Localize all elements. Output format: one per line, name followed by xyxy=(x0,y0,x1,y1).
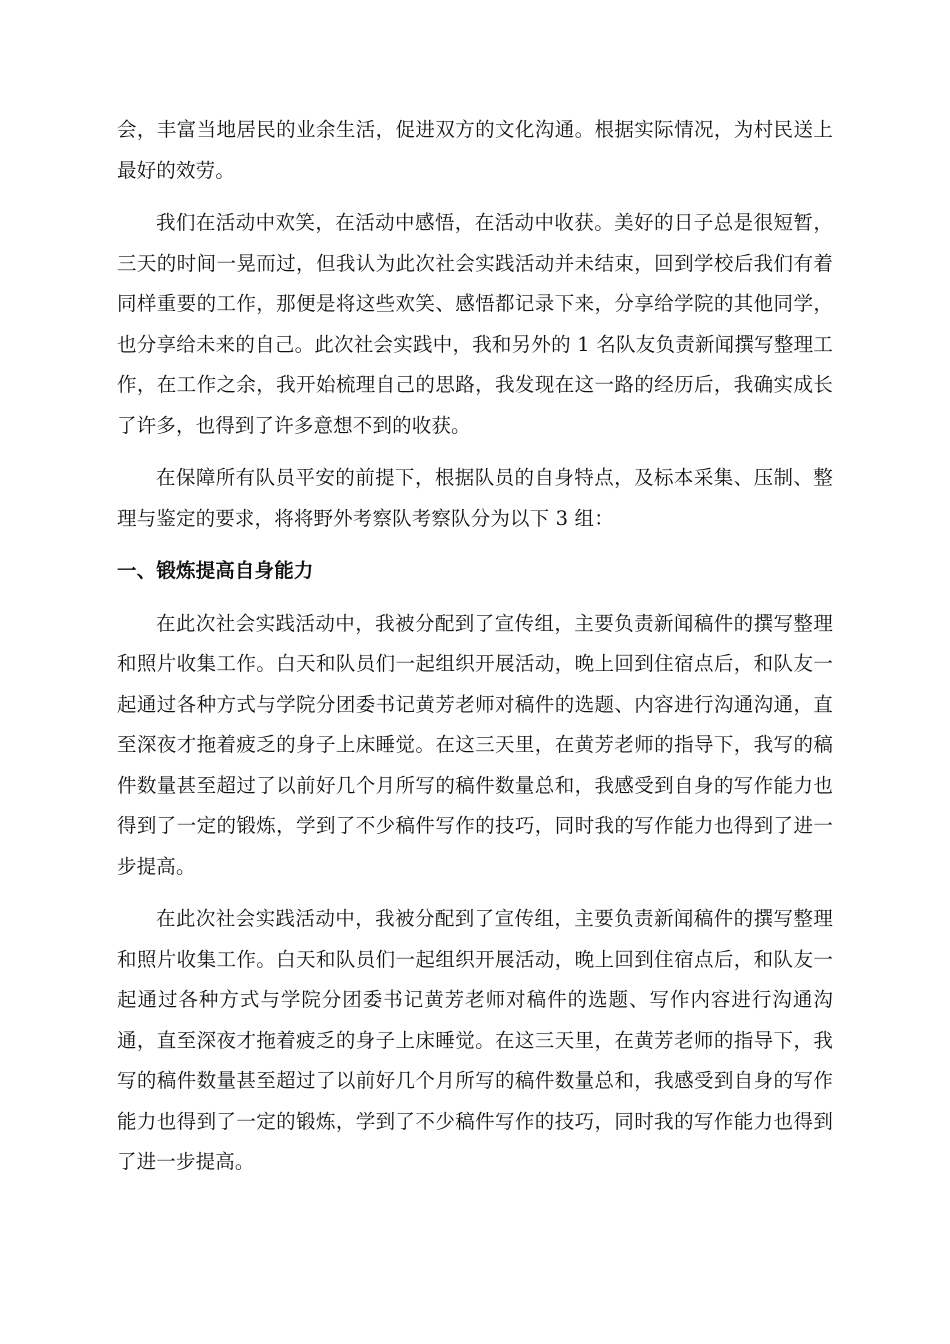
section-heading: 一、锻炼提高自身能力 xyxy=(117,559,314,582)
paragraph-reflection: 我们在活动中欢笑，在活动中感悟，在活动中收获。美好的日子总是很短暂，三天的时间一晃而过，但我认为此次社会实践活动并未结束，回到学校后我们有着同样重要的工作，那便是将这些欢笑、感悟都记录下来，分享给学院的其他同学，也分享给未来的自己。此次社会实践中，我和另外的 1 名队友负责新闻撰写整理工作，在工作之余，我开始梳理自己的思路，我发现在这一路的经历后，我确实成长了许多，也得到了许多意想不到的收获。 xyxy=(117,211,833,437)
paragraph-continuation: 会，丰富当地居民的业余生活，促进双方的文化沟通。根据实际情况，为村民送上最好的效劳。 xyxy=(117,118,833,182)
paragraph-ability-2: 在此次社会实践活动中，我被分配到了宣传组，主要负责新闻稿件的撰写整理和照片收集工作。白天和队员们一起组织开展活动，晚上回到住宿点后，和队友一起通过各种方式与学院分团委书记黄芳老师对稿件的选题、写作内容进行沟通沟通，直至深夜才拖着疲乏的身子上床睡觉。在这三天里，在黄芳老师的指导下，我写的稿件数量甚至超过了以前好几个月所写的稿件数量总和，我感受到自身的写作能力也得到了一定的锻炼，学到了不少稿件写作的技巧，同时我的写作能力也得到了进一步提高。 xyxy=(117,907,833,1173)
document-body xyxy=(117,110,833,1195)
paragraph-group-division: 在保障所有队员平安的前提下，根据队员的自身特点，及标本采集、压制、整理与鉴定的要求，将将野外考察队考察队分为以下 3 组： xyxy=(117,466,833,530)
paragraph-ability-1: 在此次社会实践活动中，我被分配到了宣传组，主要负责新闻稿件的撰写整理和照片收集工作。白天和队员们一起组织开展活动，晚上回到住宿点后，和队友一起通过各种方式与学院分团委书记黄芳老师对稿件的选题、内容进行沟通沟通，直至深夜才拖着疲乏的身子上床睡觉。在这三天里，在黄芳老师的指导下，我写的稿件数量甚至超过了以前好几个月所写的稿件数量总和，我感受到自身的写作能力也得到了一定的锻炼，学到了不少稿件写作的技巧，同时我的写作能力也得到了进一步提高。 xyxy=(117,611,833,878)
